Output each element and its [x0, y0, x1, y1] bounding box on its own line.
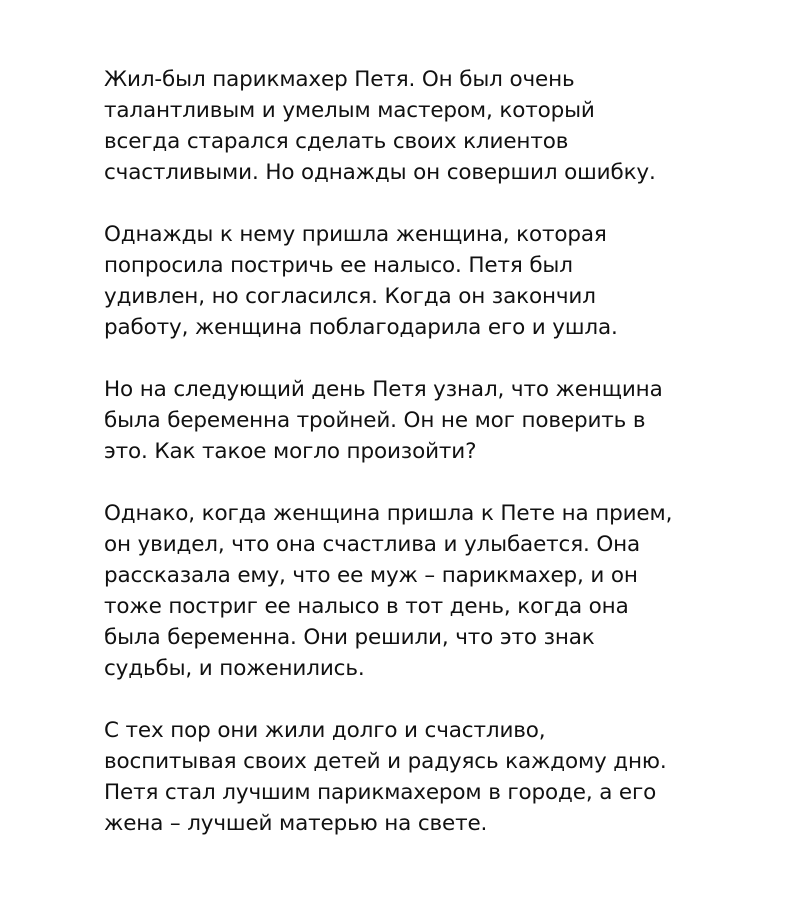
- paragraph-2: [104, 219, 744, 343]
- text-line: жена – лучшей матерью на свете.: [104, 811, 488, 836]
- paragraph-1: [104, 64, 744, 188]
- story-text: [104, 64, 744, 870]
- text-line: Жил-был парикмахер Петя. Он был очень: [104, 67, 575, 92]
- text-line: была беременна тройней. Он не мог поверить в: [104, 408, 646, 433]
- paragraph-5: [104, 715, 744, 839]
- paragraph-4: [104, 498, 744, 684]
- text-line: тоже постриг ее налысо в тот день, когда она: [104, 594, 629, 619]
- text-line: он увидел, что она счастлива и улыбается. Она: [104, 532, 641, 557]
- text-line: удивлен, но согласился. Когда он закончил: [104, 284, 596, 309]
- text-line: воспитывая своих детей и радуясь каждому дню.: [104, 749, 667, 774]
- text-line: Но на следующий день Петя узнал, что женщина: [104, 377, 663, 402]
- text-line: талантливым и умелым мастером, который: [104, 98, 595, 123]
- text-line: это. Как такое могло произойти?: [104, 439, 477, 464]
- text-line: счастливыми. Но однажды он совершил ошибку.: [104, 160, 656, 185]
- paragraph-3: [104, 374, 744, 467]
- text-line: С тех пор они жили долго и счастливо,: [104, 718, 546, 743]
- text-line: Петя стал лучшим парикмахером в городе, а его: [104, 780, 657, 805]
- text-line: судьбы, и поженились.: [104, 656, 365, 681]
- text-line: рассказала ему, что ее муж – парикмахер, и он: [104, 563, 638, 588]
- text-line: Однажды к нему пришла женщина, которая: [104, 222, 607, 247]
- text-line: работу, женщина поблагодарила его и ушла.: [104, 315, 618, 340]
- text-line: была беременна. Они решили, что это знак: [104, 625, 595, 650]
- text-line: Однако, когда женщина пришла к Пете на прием,: [104, 501, 673, 526]
- text-line: попросила постричь ее налысо. Петя был: [104, 253, 573, 278]
- text-line: всегда старался сделать своих клиентов: [104, 129, 569, 154]
